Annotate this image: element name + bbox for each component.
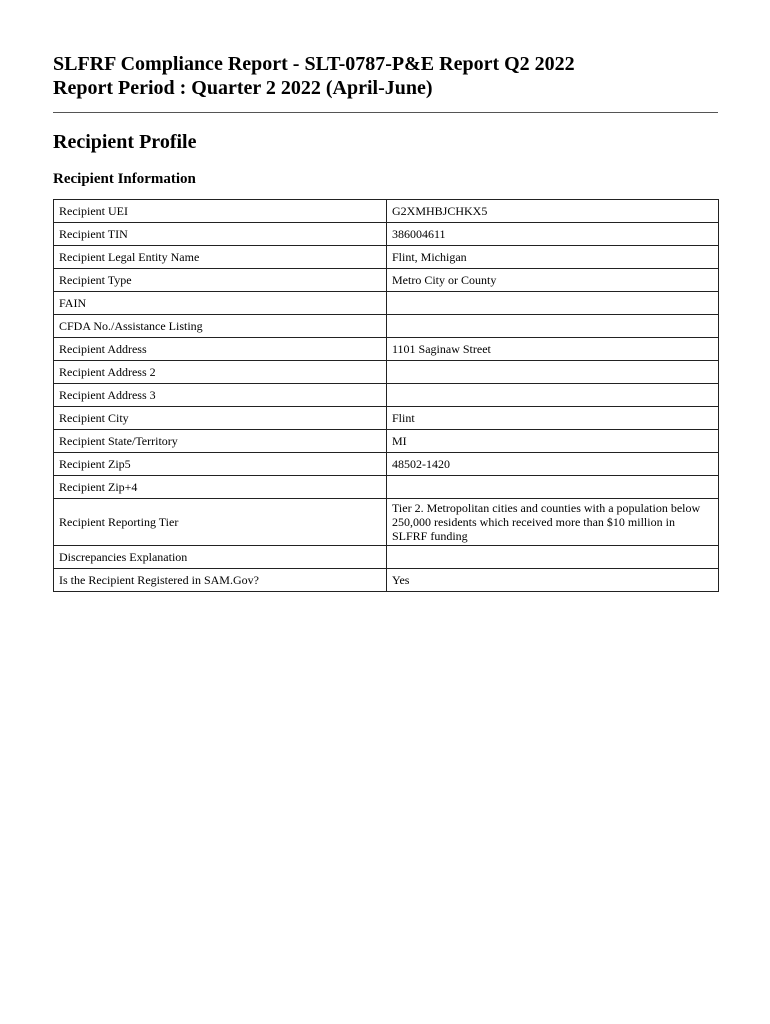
report-title: SLFRF Compliance Report - SLT-0787-P&E Report Q2 2022 xyxy=(53,53,575,75)
row-value: 1101 Saginaw Street xyxy=(387,338,719,361)
row-value: Flint xyxy=(387,407,719,430)
table-row xyxy=(54,338,719,361)
recipient-info-table xyxy=(53,199,719,592)
row-value: Tier 2. Metropolitan cities and counties with a population below 250,000 residents which received more than $10 million in SLFRF funding xyxy=(387,499,719,546)
row-label: Discrepancies Explanation xyxy=(54,546,387,569)
section-title: Recipient Profile xyxy=(53,131,197,153)
table-row xyxy=(54,200,719,223)
row-label: Recipient City xyxy=(54,407,387,430)
row-value: 48502-1420 xyxy=(387,453,719,476)
row-value xyxy=(387,476,719,499)
row-value: MI xyxy=(387,430,719,453)
row-label: Recipient Address 3 xyxy=(54,384,387,407)
row-value xyxy=(387,546,719,569)
row-label: Recipient Address xyxy=(54,338,387,361)
header-divider xyxy=(53,112,718,113)
row-value xyxy=(387,384,719,407)
row-value xyxy=(387,315,719,338)
table-row xyxy=(54,499,719,546)
row-label: CFDA No./Assistance Listing xyxy=(54,315,387,338)
table-row xyxy=(54,269,719,292)
table-row xyxy=(54,407,719,430)
row-label: Recipient Zip+4 xyxy=(54,476,387,499)
row-value: Yes xyxy=(387,569,719,592)
table-row xyxy=(54,384,719,407)
row-value: G2XMHBJCHKX5 xyxy=(387,200,719,223)
report-header xyxy=(53,52,718,100)
row-label: Recipient Legal Entity Name xyxy=(54,246,387,269)
table-row xyxy=(54,315,719,338)
row-label: Recipient Reporting Tier xyxy=(54,499,387,546)
row-value: 386004611 xyxy=(387,223,719,246)
table-row xyxy=(54,292,719,315)
table-row xyxy=(54,223,719,246)
row-value xyxy=(387,361,719,384)
table-row xyxy=(54,476,719,499)
row-label: Recipient TIN xyxy=(54,223,387,246)
row-label: Recipient Type xyxy=(54,269,387,292)
table-row xyxy=(54,546,719,569)
table-row xyxy=(54,453,719,476)
row-value: Flint, Michigan xyxy=(387,246,719,269)
row-label: Recipient Address 2 xyxy=(54,361,387,384)
table-row xyxy=(54,569,719,592)
table-row xyxy=(54,361,719,384)
table-row xyxy=(54,246,719,269)
subsection-title: Recipient Information xyxy=(53,171,196,187)
row-value: Metro City or County xyxy=(387,269,719,292)
row-label: Is the Recipient Registered in SAM.Gov? xyxy=(54,569,387,592)
report-period: Report Period : Quarter 2 2022 (April-June) xyxy=(53,77,433,99)
table-row xyxy=(54,430,719,453)
row-label: Recipient UEI xyxy=(54,200,387,223)
row-label: Recipient Zip5 xyxy=(54,453,387,476)
row-label: Recipient State/Territory xyxy=(54,430,387,453)
row-value xyxy=(387,292,719,315)
row-label: FAIN xyxy=(54,292,387,315)
